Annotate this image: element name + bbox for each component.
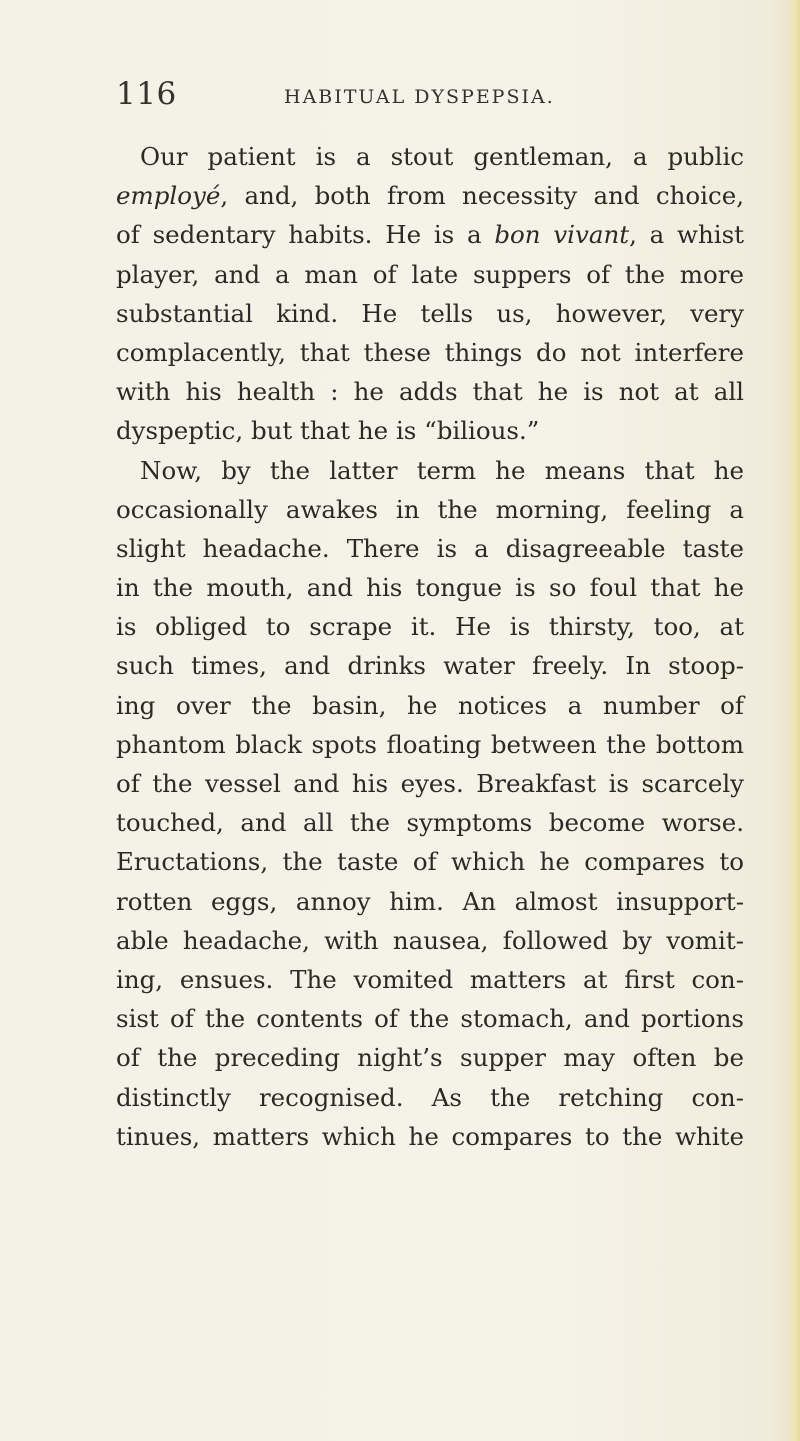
text-line: [116, 960, 744, 999]
text-segment: sist of the contents of the stomach, and portions: [116, 1004, 744, 1034]
text-segment: able headache, with nausea, followed by vomit-: [116, 925, 744, 955]
text-segment: , and, both from necessity and choice,: [220, 181, 744, 211]
text-line: [116, 1078, 744, 1117]
text-line: [116, 607, 744, 646]
text-segment: substantial kind. He tells us, however, very: [116, 298, 744, 328]
text-line: [116, 176, 744, 215]
text-line: [116, 882, 744, 921]
text-line: [116, 255, 744, 294]
text-line: [116, 686, 744, 725]
text-line: [116, 646, 744, 685]
text-segment: distinctly recognised. As the retching con-: [116, 1082, 744, 1112]
text-segment: phantom black spots floating between the bottom: [116, 729, 744, 759]
text-segment: of sedentary habits. He is a: [116, 220, 495, 250]
text-segment: rotten eggs, annoy him. An almost insupport-: [116, 886, 744, 916]
text-line: [116, 490, 744, 529]
text-line: [116, 1038, 744, 1077]
text-segment: Now, by the latter term he means that he: [140, 455, 744, 485]
text-line: [116, 529, 744, 568]
text-line: [116, 764, 744, 803]
text-line: [116, 411, 744, 450]
text-line: [116, 1117, 744, 1156]
running-head: HABITUAL DYSPEPSIA.: [284, 86, 555, 108]
text-line: [116, 372, 744, 411]
italic-phrase: bon vivant: [494, 220, 630, 250]
text-segment: , a whist: [629, 220, 744, 250]
text-line: [116, 999, 744, 1038]
body-text: [116, 137, 744, 1156]
text-segment: of the vessel and his eyes. Breakfast is scarcely: [116, 769, 744, 798]
text-line: [116, 568, 744, 607]
text-line: [116, 294, 744, 333]
text-line: [116, 842, 744, 881]
text-segment: ing, ensues. The vomited matters at first con-: [116, 964, 744, 994]
text-line: [116, 333, 744, 372]
text-segment: player, and a man of late suppers of the more: [116, 259, 744, 289]
text-segment: is obliged to scrape it. He is thirsty, too, at: [116, 612, 744, 642]
text-segment: in the mouth, and his tongue is so foul that he: [116, 573, 744, 603]
text-segment: occasionally awakes in the morning, feeling a: [116, 494, 744, 524]
text-segment: tinues, matters which he compares to the white: [116, 1121, 744, 1151]
text-line: [116, 451, 744, 490]
text-segment: of the preceding night’s supper may often be: [116, 1043, 744, 1073]
text-segment: touched, and all the symptoms become worse.: [116, 808, 744, 838]
text-segment: such times, and drinks water freely. In stoop-: [116, 651, 744, 681]
page-number: 116: [116, 76, 177, 112]
text-line: [116, 803, 744, 842]
text-line: [116, 215, 744, 254]
text-line: [116, 137, 744, 176]
italic-phrase: employé: [116, 181, 221, 211]
text-segment: ing over the basin, he notices a number of: [116, 690, 744, 720]
page-edge: [786, 0, 800, 1441]
text-segment: Our patient is a stout gentleman, a public: [140, 142, 744, 171]
text-segment: dyspeptic, but that he is “bilious.”: [116, 416, 540, 446]
text-segment: slight headache. There is a disagreeable taste: [116, 533, 744, 563]
text-segment: Eructations, the taste of which he compares to: [116, 847, 744, 877]
text-line: [116, 725, 744, 764]
page-header: [0, 76, 800, 116]
text-line: [116, 921, 744, 960]
text-segment: complacently, that these things do not interfere: [116, 337, 744, 367]
text-segment: with his health : he adds that he is not at all: [116, 377, 744, 407]
